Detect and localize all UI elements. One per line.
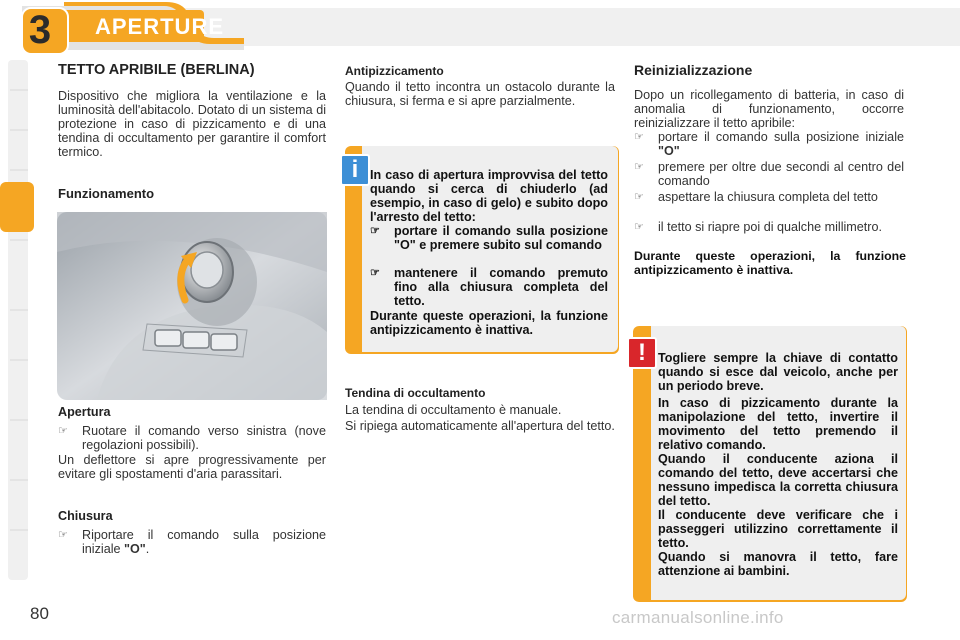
page-number: 80 (30, 604, 49, 623)
reset-heading: Reinizializzazione (634, 62, 753, 78)
info-footer: Durante queste operazioni, la funzione antipizzicamento è inattiva. (370, 309, 608, 337)
closing-bullet: ☞ Riportare il comando sulla posizione iniziale "O". (58, 528, 326, 556)
reset-footer: Durante queste operazioni, la funzione antipizzicamento è inattiva. (634, 249, 906, 277)
warning-p2: In caso di pizzicamento durante la manipolazione del tetto, invertire il movimento del tetto premendo il relativo comando. (658, 396, 898, 452)
reset-bullet-2: ☞ premere per oltre due secondi al centro del comando (634, 160, 904, 188)
info-bullet-1: ☞ portare il comando sulla posizione "O" e premere subito sul comando (370, 224, 608, 252)
page-title: APERTURE (95, 14, 225, 39)
reset-bullet-3: ☞ aspettare la chiusura completa del tetto (634, 190, 878, 204)
bullet-hand-icon: ☞ (58, 425, 68, 437)
info-icon: i (340, 154, 370, 186)
reset-bullet-4: ☞ il tetto si riapre poi di qualche millimetro. (634, 220, 882, 234)
antipinch-paragraph: Quando il tetto incontra un ostacolo durante la chiusura, si ferma e si apre parzialmente. (345, 80, 615, 108)
reset-bullet-1: ☞ portare il comando sulla posizione iniziale "O" (634, 130, 904, 158)
closing-heading: Chiusura (58, 509, 113, 523)
bullet-hand-icon: ☞ (370, 225, 380, 237)
opening-paragraph: Un deflettore si apre progressivamente per evitare gli spostamenti d'aria parassitari. (58, 453, 326, 481)
info-bullet-2: ☞ mantenere il comando premuto fino alla chiusura completa del tetto. (370, 266, 608, 308)
blind-paragraph-2: Si ripiega automaticamente all'apertura del tetto. (345, 419, 615, 433)
bullet-hand-icon: ☞ (634, 221, 644, 233)
antipinch-heading: Antipizzicamento (345, 64, 444, 78)
bullet-hand-icon: ☞ (634, 161, 644, 173)
bullet-hand-icon: ☞ (634, 131, 644, 143)
bullet-hand-icon: ☞ (370, 267, 380, 279)
warning-p1: Togliere sempre la chiave di contatto quando si esce dal veicolo, anche per un periodo breve. (658, 351, 898, 393)
watermark: carmanualsonline.info (612, 608, 784, 627)
bullet-hand-icon: ☞ (58, 529, 68, 541)
chapter-number: 3 (28, 8, 52, 52)
warning-icon: ! (627, 337, 657, 369)
info-intro: In caso di apertura improvvisa del tetto quando si cerca di chiuderlo (ad esempio, in caso di gelo) e subito dopo l'arresto del tetto: (370, 168, 608, 224)
sunroof-control-illustration (57, 212, 327, 400)
blind-heading: Tendina di occultamento (345, 386, 486, 400)
warning-p5: Quando si manovra il tetto, fare attenzione ai bambini. (658, 550, 898, 578)
intro-paragraph: Dispositivo che migliora la ventilazione e la luminosità dell'abitacolo. Dotato di un sistema di protezione in caso di pizzicamento e di una tendina di occultamento per garantire il comfort termico. (58, 89, 326, 159)
warning-p3: Quando il conducente aziona il comando del tetto, deve accertarsi che nessuno impedisca la corretta chiusura del tetto. (658, 452, 898, 508)
opening-bullet: ☞ Ruotare il comando verso sinistra (nove regolazioni possibili). (58, 424, 326, 452)
section-title-sunroof: TETTO APRIBILE (BERLINA) (58, 62, 255, 78)
sidebar-tabs (0, 60, 40, 580)
operation-heading: Funzionamento (58, 186, 155, 201)
reset-intro: Dopo un ricollegamento di batteria, in caso di anomalia di funzionamento, occorre reinizializzare il tetto apribile: (634, 88, 904, 130)
warning-p4: Il conducente deve verificare che i passeggeri utilizzino correttamente il tetto. (658, 508, 898, 550)
bullet-hand-icon: ☞ (634, 191, 644, 203)
opening-heading: Apertura (58, 405, 111, 419)
blind-paragraph-1: La tendina di occultamento è manuale. (345, 403, 562, 417)
